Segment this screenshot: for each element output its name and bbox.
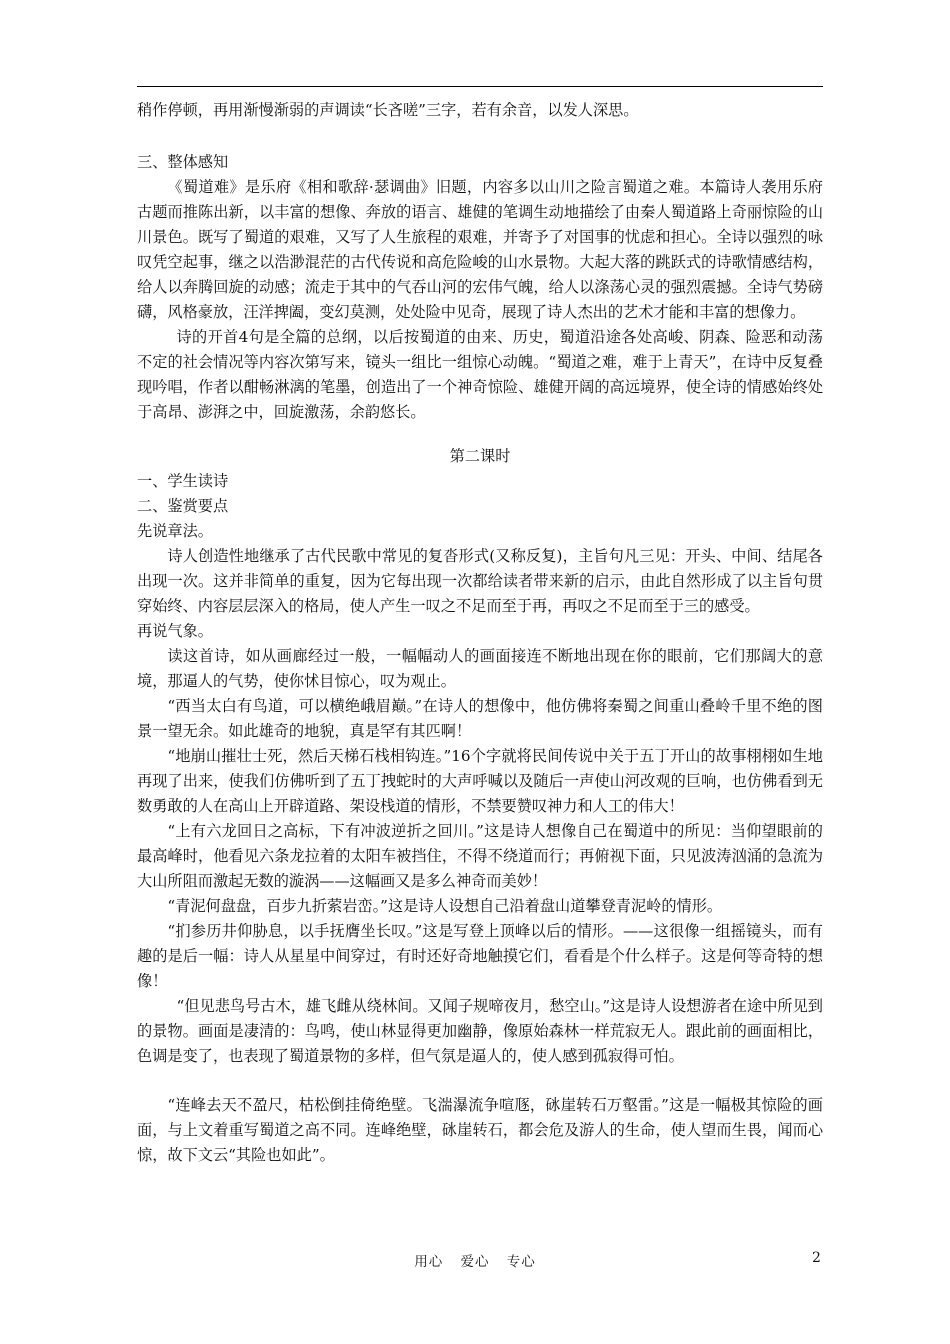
header-rule	[137, 86, 823, 87]
footer-motto	[0, 1250, 950, 1270]
section-heading-overall: 三、整体感知	[137, 153, 229, 171]
paragraph-continuation: 稍作停顿，再用渐慢渐弱的声调读“长吝嗟”三字，若有余音，以发人深思。	[137, 101, 639, 119]
paragraph-imagery-4: “上有六龙回日之高标，下有冲波逆折之回川。”这是诗人想像自己在蜀道中的所见：当仰望眼前的最高峰时，他看见六条龙拉着的太阳车被挡住，不得不绕道而行；再俯视下面，只见波涛汹涌的急流为大山所阻而激起无数的漩涡——这幅画又是多么神奇而美妙！	[137, 822, 823, 890]
subheading-imagery: 再说气象。	[137, 622, 213, 640]
paragraph-overall-2: 诗的开首4句是全篇的总纲，以后按蜀道的由来、历史，蜀道沿途各处高峻、阴森、险恶和动荡不定的社会情况等内容次第写来，镜头一组比一组惊心动魄。“蜀道之难，难于上青天”，在诗中反复叠现吟唱，作者以酣畅淋漓的笔墨，创造出了一个神奇惊险、雄健开阔的高远境界，使全诗的情感始终处于高昂、澎湃之中，回旋激荡，余韵悠长。	[137, 328, 823, 421]
paragraph-imagery-6: “扪参历井仰胁息，以手抚膺坐长叹。”这是写登上顶峰以后的情形。——这很像一组摇镜头，而有趣的是后一幅：诗人从星星中间穿过，有时还好奇地触摸它们，看看是个什么样子。这是何等奇特的想像！	[137, 922, 823, 990]
paragraph-imagery-1: 读这首诗，如从画廊经过一般，一幅幅动人的画面接连不断地出现在你的眼前，它们那阔大的意境，那逼人的气势，使你怵目惊心，叹为观止。	[137, 647, 823, 690]
document-body	[137, 98, 823, 1168]
paragraph-overall-1: 《蜀道难》是乐府《相和歌辞·瑟调曲》旧题，内容多以山川之险言蜀道之难。本篇诗人袭用乐府古题而推陈出新，以丰富的想像、奔放的语言、雄健的笔调生动地描绘了由秦人蜀道路上奇丽惊险的山川景色。既写了蜀道的艰难，又写了人生旅程的艰难，并寄予了对国事的忧虑和担心。全诗以强烈的咏叹凭空起事，继之以浩渺混茫的古代传说和高危险峻的山水景物。大起大落的跳跃式的诗歌情感结构，给人以奔腾回旋的动感；流走于其中的气吞山河的宏伟气魄，给人以涤荡心灵的强烈震撼。全诗气势磅礴，风格豪放，汪洋捭阖，变幻莫测，处处险中见奇，展现了诗人杰出的艺术才能和丰富的想像力。	[137, 178, 823, 321]
footer-word: 专心	[506, 1254, 536, 1270]
footer-word: 爱心	[460, 1254, 490, 1270]
paragraph-structure: 诗人创造性地继承了古代民歌中常见的复沓形式(又称反复)，主旨句凡三见：开头、中间、结尾各出现一次。这并非简单的重复，因为它每出现一次都给读者带来新的启示，由此自然形成了以主旨句贯穿始终、内容层层深入的格局，使人产生一叹之不足而至于再，再叹之不足而至于三的感受。	[137, 547, 823, 615]
paragraph-imagery-2: “西当太白有鸟道，可以横绝峨眉巅。”在诗人的想像中，他仿佛将秦蜀之间重山叠岭千里不绝的图景一望无余。如此雄奇的地貌，真是罕有其匹啊！	[137, 697, 823, 740]
paragraph-imagery-3: “地崩山摧壮士死，然后天梯石栈相钩连。”16个字就将民间传说中关于五丁开山的故事栩栩如生地再现了出来，使我们仿佛听到了五丁拽蛇时的大声呼喊以及随后一声使山河改观的巨响，也仿佛看到无数勇敢的人在高山上开辟道路、架设栈道的情形，不禁要赞叹神力和人工的伟大！	[137, 747, 823, 815]
subheading-structure: 先说章法。	[137, 522, 213, 540]
page-number: 2	[812, 1250, 821, 1266]
paragraph-imagery-5: “青泥何盘盘，百步九折萦岩峦。”这是诗人设想自己沿着盘山道攀登青泥岭的情形。	[167, 897, 723, 915]
list-item-appreciate: 二、鉴赏要点	[137, 497, 229, 515]
paragraph-sad-birds: “但见悲鸟号古木，雄飞雌从绕林间。又闻子规啼夜月，愁空山。”这是诗人设想游者在途中所见到的景物。画面是凄清的：鸟鸣，使山林显得更加幽静，像原始森林一样荒寂无人。跟此前的画面相比，色调是变了，也表现了蜀道景物的多样，但气氛是逼人的，使人感到孤寂得可怕。	[137, 997, 823, 1065]
lesson-title: 第二课时	[449, 447, 511, 465]
footer-word: 用心	[414, 1254, 444, 1270]
paragraph-peaks: “连峰去天不盈尺，枯松倒挂倚绝壁。飞湍瀑流争喧豗，砯崖转石万壑雷。”这是一幅极其惊险的画面，与上文着重写蜀道之高不同。连峰绝壁，砯崖转石，都会危及游人的生命，使人望而生畏，闻而心惊，故下文云“其险也如此”。	[137, 1096, 823, 1164]
list-item-read: 一、学生读诗	[137, 472, 229, 490]
